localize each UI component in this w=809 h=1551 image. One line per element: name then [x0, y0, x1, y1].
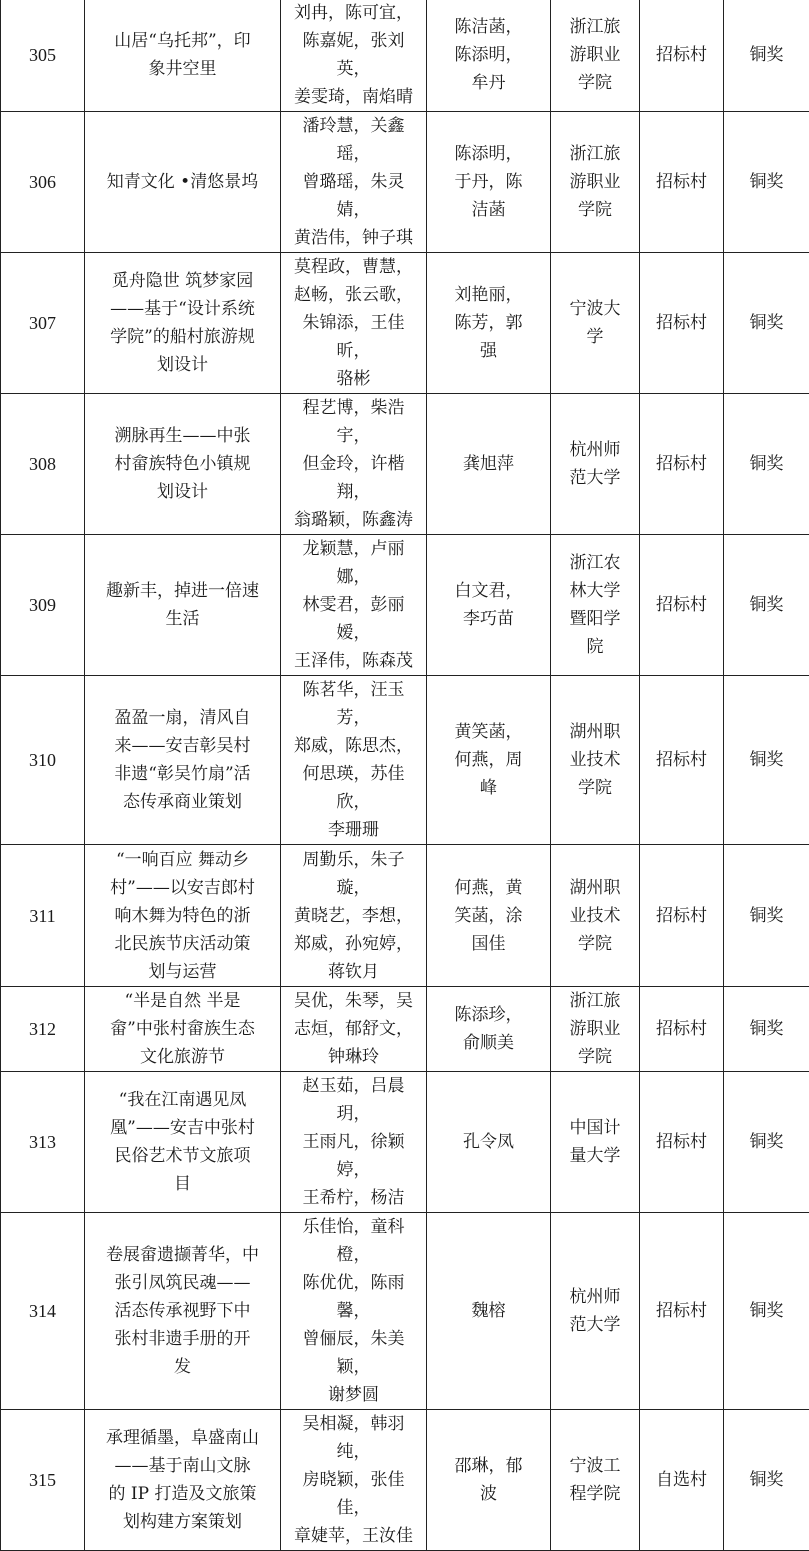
table-row: [1, 535, 809, 676]
cell-advisor: 邵琳，郁 波: [427, 1410, 551, 1551]
cell-advisor: 黄笑菡， 何燕，周 峰: [427, 676, 551, 845]
cell-number: 307: [1, 253, 85, 394]
table-row: [1, 1213, 809, 1410]
cell-award: 铜奖: [724, 253, 809, 394]
table-row: [1, 987, 809, 1072]
cell-award: 铜奖: [724, 676, 809, 845]
cell-team-members: 周勤乐，朱子璇， 黄晓艺，李想， 郑威，孙宛婷， 蒋钦月: [281, 845, 427, 987]
cell-category: 招标村: [640, 0, 724, 112]
cell-project-title: 觅舟隐世 筑梦家园 ——基于“设计系统 学院”的船村旅游规 划设计: [85, 253, 281, 394]
cell-project-title: “我在江南遇见凤 凰”——安吉中张村 民俗艺术节文旅项 目: [85, 1072, 281, 1213]
cell-school: 浙江旅 游职业 学院: [551, 112, 640, 253]
cell-project-title: 卷展畲遗撷菁华，中 张引凤筑民魂—— 活态传承视野下中 张村非遗手册的开 发: [85, 1213, 281, 1410]
cell-advisor: 龚旭萍: [427, 394, 551, 535]
cell-school: 湖州职 业技术 学院: [551, 845, 640, 987]
cell-award: 铜奖: [724, 1072, 809, 1213]
cell-award: 铜奖: [724, 112, 809, 253]
cell-team-members: 乐佳怡，童科橙， 陈优优，陈雨馨， 曾俪辰，朱美颖， 谢梦圆: [281, 1213, 427, 1410]
cell-project-title: 山居“乌托邦”，印 象井空里: [85, 0, 281, 112]
cell-award: 铜奖: [724, 1213, 809, 1410]
cell-category: 自选村: [640, 1410, 724, 1551]
cell-school: 杭州师 范大学: [551, 1213, 640, 1410]
cell-project-title: “一响百应 舞动乡 村”——以安吉郎村 响木舞为特色的浙 北民族节庆活动策 划与运营: [85, 845, 281, 987]
cell-team-members: 吴相凝，韩羽纯， 房晓颖，张佳佳， 章婕苹，王汝佳: [281, 1410, 427, 1551]
cell-advisor: 何燕，黄 笑菡，涂 国佳: [427, 845, 551, 987]
cell-award: 铜奖: [724, 845, 809, 987]
cell-category: 招标村: [640, 987, 724, 1072]
cell-school: 杭州师 范大学: [551, 394, 640, 535]
table-row: [1, 676, 809, 845]
cell-category: 招标村: [640, 394, 724, 535]
table-row: [1, 1410, 809, 1551]
table-row: [1, 112, 809, 253]
cell-school: 浙江旅 游职业 学院: [551, 987, 640, 1072]
cell-project-title: “半是自然 半是 畲”中张村畲族生态 文化旅游节: [85, 987, 281, 1072]
cell-advisor: 白文君， 李巧苗: [427, 535, 551, 676]
cell-number: 309: [1, 535, 85, 676]
cell-team-members: 龙颖慧，卢丽娜， 林雯君，彭丽嫒， 王泽伟，陈森茂: [281, 535, 427, 676]
cell-advisor: 陈添珍， 俞顺美: [427, 987, 551, 1072]
cell-number: 305: [1, 0, 85, 112]
cell-advisor: 陈洁菡， 陈添明， 牟丹: [427, 0, 551, 112]
table-row: [1, 0, 809, 112]
cell-number: 312: [1, 987, 85, 1072]
cell-category: 招标村: [640, 112, 724, 253]
cell-number: 311: [1, 845, 85, 987]
cell-team-members: 莫程政，曹慧， 赵畅，张云歌， 朱锦添，王佳昕， 骆彬: [281, 253, 427, 394]
cell-number: 314: [1, 1213, 85, 1410]
table-row: [1, 845, 809, 987]
cell-advisor: 孔令凤: [427, 1072, 551, 1213]
cell-project-title: 知青文化 •清悠景坞: [85, 112, 281, 253]
cell-school: 宁波大 学: [551, 253, 640, 394]
table-row: [1, 394, 809, 535]
cell-number: 315: [1, 1410, 85, 1551]
cell-category: 招标村: [640, 1213, 724, 1410]
cell-school: 浙江旅 游职业 学院: [551, 0, 640, 112]
cell-category: 招标村: [640, 845, 724, 987]
cell-school: 宁波工 程学院: [551, 1410, 640, 1551]
cell-advisor: 魏榕: [427, 1213, 551, 1410]
cell-number: 306: [1, 112, 85, 253]
cell-team-members: 程艺博，柴浩宇， 但金玲，许楷翔， 翁璐颖，陈鑫涛: [281, 394, 427, 535]
cell-award: 铜奖: [724, 0, 809, 112]
cell-team-members: 赵玉茹，吕晨玥， 王雨凡，徐颖婷， 王希柠，杨洁: [281, 1072, 427, 1213]
cell-award: 铜奖: [724, 394, 809, 535]
cell-project-title: 盈盈一扇，清风自 来——安吉彰吴村 非遗“彰吴竹扇”活 态传承商业策划: [85, 676, 281, 845]
cell-award: 铜奖: [724, 987, 809, 1072]
cell-category: 招标村: [640, 253, 724, 394]
table-row: [1, 253, 809, 394]
cell-team-members: 陈茗华，汪玉芳， 郑威，陈思杰， 何思瑛，苏佳欣， 李珊珊: [281, 676, 427, 845]
cell-category: 招标村: [640, 676, 724, 845]
cell-number: 310: [1, 676, 85, 845]
cell-project-title: 承理循墨，阜盛南山 ——基于南山文脉 的 IP 打造及文旅策 划构建方案策划: [85, 1410, 281, 1551]
cell-award: 铜奖: [724, 1410, 809, 1551]
cell-project-title: 趣新丰，掉进一倍速 生活: [85, 535, 281, 676]
cell-award: 铜奖: [724, 535, 809, 676]
cell-category: 招标村: [640, 535, 724, 676]
cell-team-members: 潘玲慧，关鑫瑶， 曾璐瑶，朱灵婧， 黄浩伟，钟子琪: [281, 112, 427, 253]
cell-school: 中国计 量大学: [551, 1072, 640, 1213]
cell-school: 湖州职 业技术 学院: [551, 676, 640, 845]
cell-team-members: 吴优，朱琴，吴 志烜，郁舒文， 钟琳玲: [281, 987, 427, 1072]
cell-category: 招标村: [640, 1072, 724, 1213]
cell-number: 313: [1, 1072, 85, 1213]
cell-team-members: 刘冉，陈可宜， 陈嘉妮，张刘英， 姜雯琦，南焰晴: [281, 0, 427, 112]
cell-project-title: 溯脉再生——中张 村畲族特色小镇规 划设计: [85, 394, 281, 535]
table-row: [1, 1072, 809, 1213]
cell-advisor: 陈添明， 于丹，陈 洁菡: [427, 112, 551, 253]
cell-school: 浙江农 林大学 暨阳学 院: [551, 535, 640, 676]
cell-number: 308: [1, 394, 85, 535]
cell-advisor: 刘艳丽， 陈芳，郭 强: [427, 253, 551, 394]
